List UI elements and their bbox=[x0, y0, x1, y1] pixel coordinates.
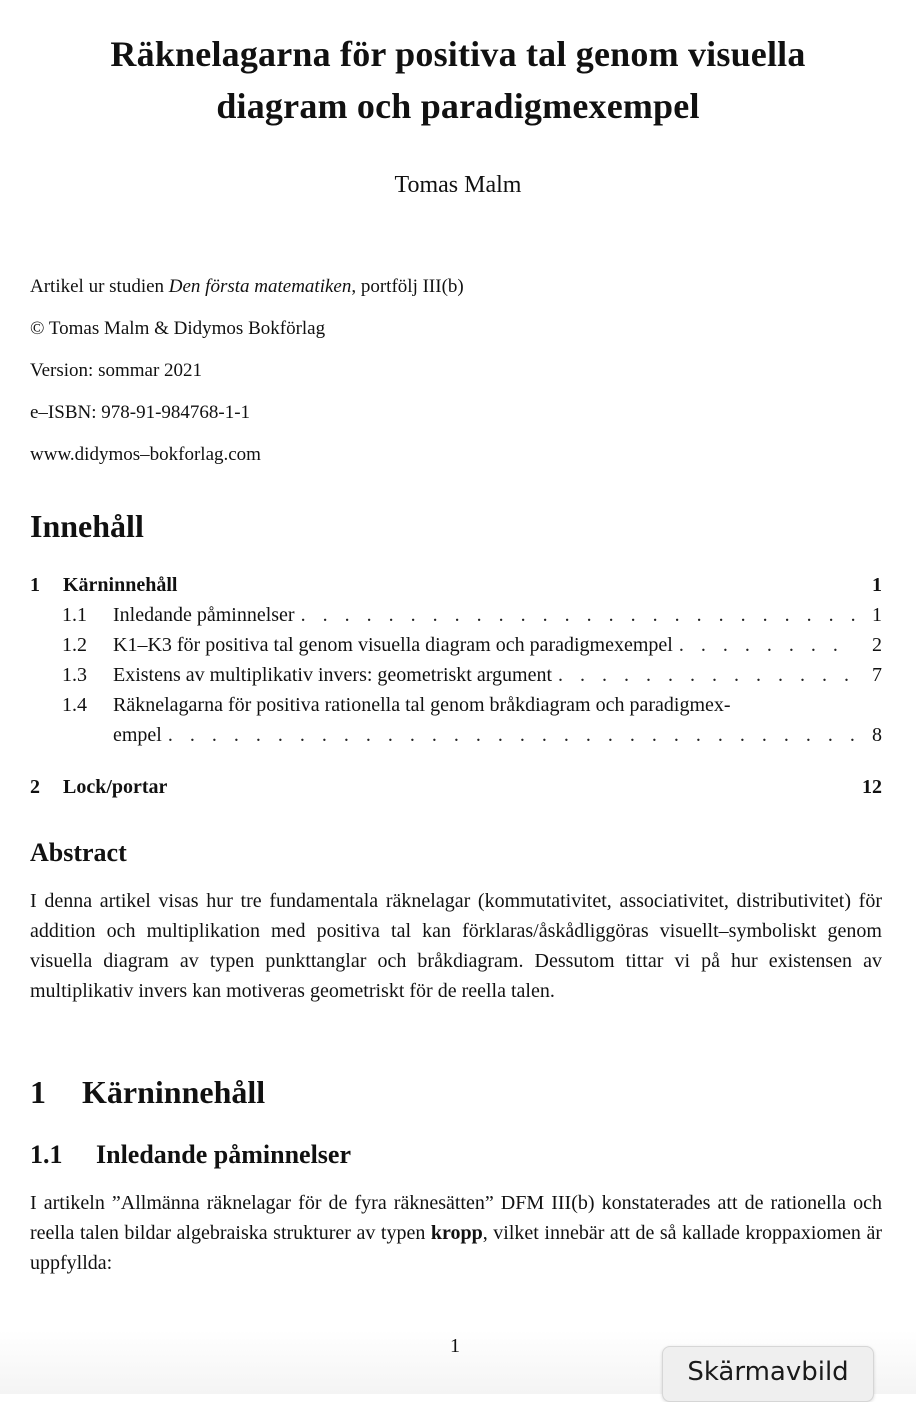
term-kropp: kropp bbox=[430, 1222, 483, 1244]
toc-number: 1 bbox=[30, 574, 40, 596]
title-line-1: Räknelagarna för positiva tal genom visuella bbox=[110, 34, 806, 74]
section-heading bbox=[30, 1074, 265, 1111]
toc-label: Kärninnehåll bbox=[63, 574, 178, 596]
toc-label-cont: empel bbox=[113, 724, 162, 746]
author: Tomas Malm bbox=[394, 172, 522, 198]
toc-entry-1[interactable] bbox=[30, 574, 882, 597]
toc-leader-dots bbox=[679, 634, 856, 657]
document-title bbox=[0, 28, 916, 132]
abstract-heading: Abstract bbox=[30, 838, 127, 867]
toc-leader-dots bbox=[301, 604, 856, 627]
intro-paragraph bbox=[30, 1188, 882, 1278]
toc-entry-2[interactable] bbox=[30, 776, 882, 799]
intro-text-2: , vilket innebär att de så kallade kroppaxiomen är uppfyllda: bbox=[30, 1222, 882, 1274]
toc-entry-1-4[interactable] bbox=[30, 694, 882, 717]
article-source bbox=[30, 276, 464, 298]
subsection-title: Inledande påminnelser bbox=[96, 1140, 351, 1169]
toc-label: K1–K3 för positiva tal genom visuella diagram och paradigmexempel bbox=[113, 634, 673, 656]
toc-page: 8 bbox=[872, 724, 882, 746]
article-prefix: Artikel ur studien bbox=[30, 276, 169, 297]
subsection-heading bbox=[30, 1140, 351, 1170]
toc-page: 1 bbox=[872, 604, 882, 626]
section-number: 1 bbox=[30, 1074, 46, 1110]
copyright: © Tomas Malm & Didymos Bokförlag bbox=[30, 318, 326, 339]
toc-number: 2 bbox=[30, 776, 40, 798]
toc-page: 2 bbox=[872, 634, 882, 656]
toc-page: 7 bbox=[872, 664, 882, 686]
toc-entry-1-1[interactable] bbox=[30, 604, 882, 627]
toc-number: 1.4 bbox=[62, 694, 87, 716]
toc-leader-dots bbox=[558, 664, 856, 687]
toc-label: Inledande påminnelser bbox=[113, 604, 295, 626]
study-title: Den första matematiken bbox=[168, 276, 352, 297]
toc-entry-1-3[interactable] bbox=[30, 664, 882, 687]
toc-entry-1-4-cont[interactable] bbox=[30, 724, 882, 747]
isbn: e–ISBN: 978-91-984768-1-1 bbox=[30, 402, 251, 423]
toc-heading: Innehåll bbox=[30, 508, 144, 544]
abstract-text: I denna artikel visas hur tre fundamentala räknelagar (kommutativitet, associativitet, distributivitet) för addition och multiplikation med positiva tal kan förklaras/åskådliggöras visuellt–symboliskt genom visuella diagram av typen punkttanglar och bråkdiagram. Dessutom tittar vi på hur existensen av multiplikativ invers kan motiveras geometriskt för de reella talen. bbox=[30, 890, 882, 1002]
toc-leader-dots bbox=[168, 724, 856, 747]
toc-label: Lock/portar bbox=[63, 776, 168, 798]
toc-page: 12 bbox=[862, 776, 882, 798]
article-suffix: , portfölj III(b) bbox=[351, 276, 464, 297]
screenshot-thumbnail-button[interactable]: Skärmavbild bbox=[662, 1346, 874, 1402]
toc-label: Räknelagarna för positiva rationella tal genom bråkdiagram och paradigmex- bbox=[113, 694, 731, 716]
toc-number: 1.1 bbox=[62, 604, 87, 626]
toc-number: 1.2 bbox=[62, 634, 87, 656]
toc-number: 1.3 bbox=[62, 664, 87, 686]
toc-entry-1-2[interactable] bbox=[30, 634, 882, 657]
title-line-2: diagram och paradigmexempel bbox=[216, 86, 700, 126]
intro-text-1: I artikeln ”Allmänna räknelagar för de fyra räknesätten” DFM III(b) konstaterades att de rationella och reella talen bildar algebraiska strukturer av typen bbox=[30, 1192, 882, 1244]
page-number: 1 bbox=[450, 1335, 460, 1357]
website-link[interactable]: www.didymos–bokforlag.com bbox=[30, 444, 261, 465]
version: Version: sommar 2021 bbox=[30, 360, 203, 381]
toc-page: 1 bbox=[872, 574, 882, 596]
subsection-number: 1.1 bbox=[30, 1140, 63, 1169]
section-title: Kärninnehåll bbox=[82, 1074, 266, 1110]
toc-label: Existens av multiplikativ invers: geometriskt argument bbox=[113, 664, 553, 686]
